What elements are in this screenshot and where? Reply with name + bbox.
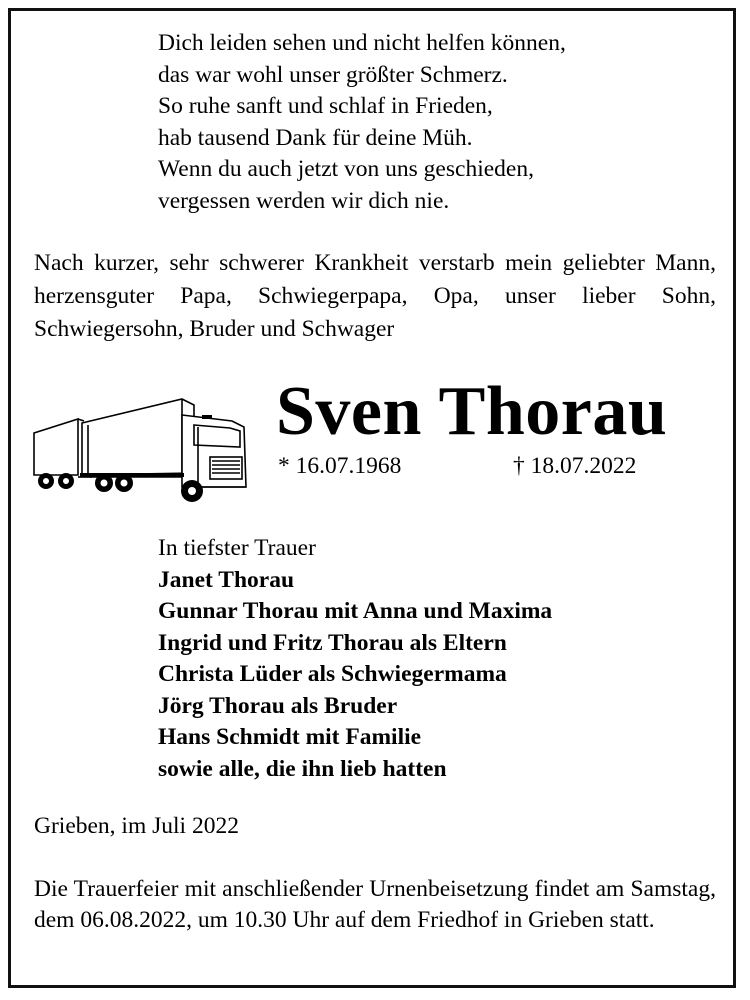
- truck-icon: [32, 395, 252, 513]
- mourner-name: Hans Schmidt mit Familie: [158, 724, 422, 750]
- poem-line: Dich leiden sehen und nicht helfen können,: [158, 30, 566, 56]
- place-date: Grieben, im Juli 2022: [34, 813, 239, 839]
- mourner-name: Janet Thorau: [158, 566, 295, 593]
- deceased-name: Sven Thorau: [276, 373, 668, 450]
- poem-line: vergessen werden wir dich nie.: [158, 187, 450, 214]
- poem-line: hab tausend Dank für deine Müh.: [158, 124, 473, 151]
- mourner-name: sowie alle, die ihn lieb hatten: [158, 755, 447, 782]
- poem-line: So ruhe sanft und schlaf in Frieden,: [158, 93, 493, 119]
- mourning-heading: In tiefster Trauer: [158, 535, 316, 561]
- mourners-list: [158, 533, 552, 785]
- mourner-name: Gunnar Thorau mit Anna und Maxima: [158, 598, 553, 624]
- death-date: † 18.07.2022: [513, 453, 637, 479]
- birth-date: * 16.07.1968: [278, 453, 402, 479]
- poem-line: das war wohl unser größter Schmerz.: [158, 61, 508, 88]
- mourner-name: Ingrid und Fritz Thorau als Eltern: [158, 629, 507, 656]
- intro-text: Nach kurzer, sehr schwerer Krankheit verstarb mein geliebter Mann, herzensguter Papa, Schwiegerpapa, Opa, unser lieber Sohn, Schwiegersohn, Bruder und Schwager: [34, 250, 716, 342]
- mourner-name: Jörg Thorau als Bruder: [158, 692, 398, 719]
- mourner-name: Christa Lüder als Schwiegermama: [158, 661, 507, 687]
- funeral-notice: Die Trauerfeier mit anschließender Urnenbeisetzung findet am Samstag, dem 06.08.2022, um 10.30 Uhr auf dem Friedhof in Grieben statt.: [34, 876, 716, 933]
- poem: [158, 28, 566, 217]
- poem-line: Wenn du auch jetzt von uns geschieden,: [158, 156, 534, 182]
